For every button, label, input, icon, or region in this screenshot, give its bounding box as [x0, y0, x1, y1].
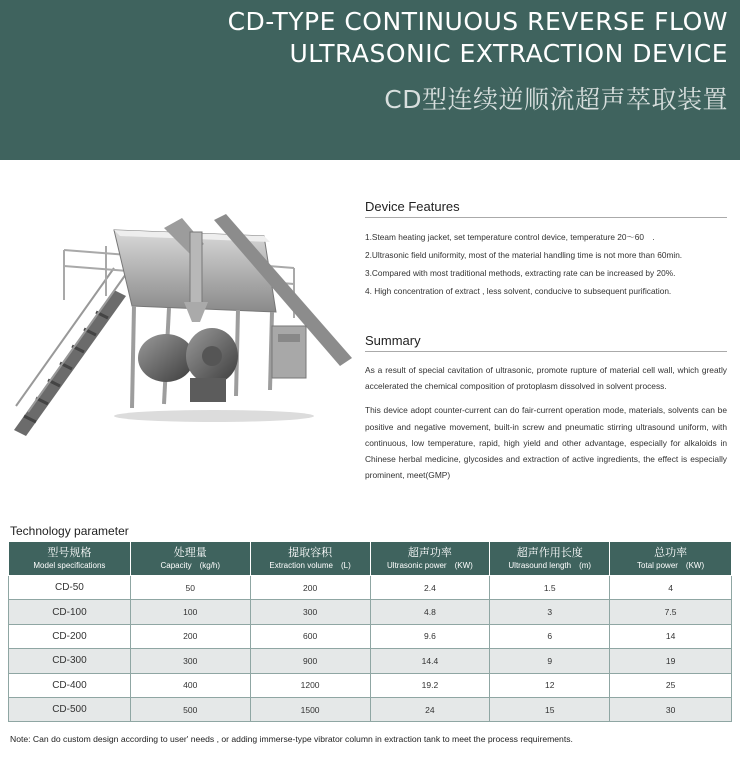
table-row	[9, 649, 732, 673]
header-volume	[250, 542, 370, 576]
cell-ultrasound-length: 1.5	[490, 576, 610, 600]
cell-model: CD-500	[9, 697, 131, 721]
header-zh: 总功率	[654, 546, 688, 559]
cell-capacity: 300	[130, 649, 250, 673]
cell-total-power: 19	[610, 649, 732, 673]
cell-capacity: 400	[130, 673, 250, 697]
summary-paragraph: This device adopt counter-current can do fair-current operation mode, materials, solvents can be positive and negative movement, built-in screw and pneumatic stirring ultrasound uniform, with continuous, low temperature, rapid, high yield and other advantage, especially for alkaloids in Chinese herbal medicine, glycosides and extraction of active ingredients, the effect is especially prominent, meet(GMP)	[365, 405, 727, 481]
cell-volume: 200	[250, 576, 370, 600]
feature-item: 2.Ultrasonic field uniformity, most of the material handling time is not more than 60min.	[365, 250, 683, 260]
title-chinese: CD型连续逆顺流超声萃取装置	[384, 85, 728, 114]
header-en: Model specifications	[33, 560, 106, 570]
cell-ultrasonic-power: 9.6	[370, 624, 490, 648]
feature-item: 4. High concentration of extract , less solvent, conducive to subsequent purification.	[365, 286, 672, 296]
table-row	[9, 576, 732, 600]
cell-capacity: 200	[130, 624, 250, 648]
header-model	[9, 542, 131, 576]
cell-volume: 1200	[250, 673, 370, 697]
cell-ultrasonic-power: 24	[370, 697, 490, 721]
cell-capacity: 500	[130, 697, 250, 721]
footnote: Note: Can do custom design according to user' needs , or adding immerse-type vibrator column in extraction tank to meet the process requirements.	[10, 734, 573, 744]
feature-item: 3.Compared with most traditional methods, extracting rate can be increased by 20%.	[365, 268, 676, 278]
header-zh: 超声作用长度	[516, 546, 583, 559]
header-zh: 型号规格	[47, 546, 92, 559]
cell-model: CD-100	[9, 600, 131, 624]
cell-capacity: 50	[130, 576, 250, 600]
title-line-2: ULTRASONIC EXTRACTION DEVICE	[289, 39, 728, 68]
header-en: Capacity (kg/h)	[160, 560, 221, 570]
title-banner	[0, 0, 740, 160]
cell-model: CD-200	[9, 624, 131, 648]
cell-ultrasound-length: 12	[490, 673, 610, 697]
header-zh: 提取容积	[288, 546, 333, 559]
cell-total-power: 4	[610, 576, 732, 600]
cell-volume: 600	[250, 624, 370, 648]
cell-ultrasound-length: 15	[490, 697, 610, 721]
table-row	[9, 600, 732, 624]
summary-paragraph: As a result of special cavitation of ultrasonic, promote rupture of material cell wall, which greatly accelerated the chemical composition of protoplasm dissolved in solvent process.	[365, 365, 727, 392]
cell-ultrasound-length: 3	[490, 600, 610, 624]
header-ultrasound-length	[490, 542, 610, 576]
table-row	[9, 697, 732, 721]
header-zh: 处理量	[173, 546, 207, 559]
header-en: Ultrasonic power (KW)	[387, 560, 473, 570]
extraction-device-illustration	[14, 208, 352, 440]
cell-ultrasound-length: 9	[490, 649, 610, 673]
header-ultrasonic-power	[370, 542, 490, 576]
features-list	[365, 228, 727, 300]
cell-model: CD-400	[9, 673, 131, 697]
cell-ultrasonic-power: 4.8	[370, 600, 490, 624]
cell-total-power: 30	[610, 697, 732, 721]
cell-total-power: 14	[610, 624, 732, 648]
cell-total-power: 25	[610, 673, 732, 697]
header-en: Ultrasound length (m)	[508, 560, 592, 570]
cell-ultrasonic-power: 2.4	[370, 576, 490, 600]
table-row	[9, 673, 732, 697]
technology-parameter-title: Technology parameter	[10, 524, 129, 538]
cell-ultrasonic-power: 19.2	[370, 673, 490, 697]
cell-volume: 1500	[250, 697, 370, 721]
header-en: Total power (KW)	[637, 560, 705, 570]
table-header-row	[9, 542, 732, 576]
summary-heading: Summary	[365, 333, 727, 352]
cell-volume: 900	[250, 649, 370, 673]
header-en: Extraction volume (L)	[269, 560, 351, 570]
summary-section	[365, 333, 727, 483]
table-row	[9, 624, 732, 648]
cell-ultrasound-length: 6	[490, 624, 610, 648]
cell-model: CD-300	[9, 649, 131, 673]
header-zh: 超声功率	[407, 546, 452, 559]
title-line-1: CD-TYPE CONTINUOUS REVERSE FLOW	[227, 7, 728, 36]
cell-volume: 300	[250, 600, 370, 624]
parameter-table	[8, 541, 732, 722]
header-total-power	[610, 542, 732, 576]
device-features-section	[365, 199, 727, 300]
header-capacity	[130, 542, 250, 576]
cell-total-power: 7.5	[610, 600, 732, 624]
device-features-heading: Device Features	[365, 199, 727, 218]
feature-item: 1.Steam heating jacket, set temperature control device, temperature 20～60 .	[365, 232, 655, 242]
cell-capacity: 100	[130, 600, 250, 624]
cell-model: CD-50	[9, 576, 131, 600]
cell-ultrasonic-power: 14.4	[370, 649, 490, 673]
